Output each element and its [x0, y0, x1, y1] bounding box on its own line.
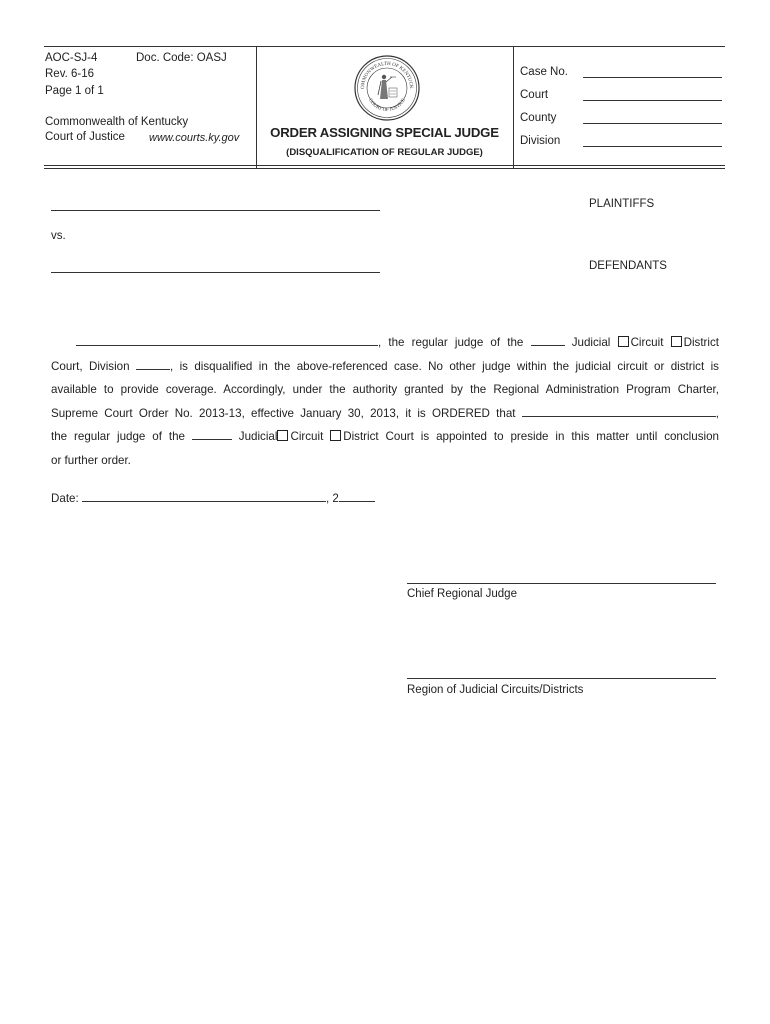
division-label: Division: [520, 135, 561, 147]
special-judge-name-field[interactable]: [522, 406, 716, 417]
website-link[interactable]: www.courts.ky.gov: [149, 132, 240, 144]
order-line-4: Supreme Court Order No. 2013-13, effective January 30, 2013, it is ORDERED that ,: [51, 406, 719, 420]
order-line-1: , the regular judge of the Judicial Circuit District: [51, 331, 719, 355]
form-title: ORDER ASSIGNING SPECIAL JUDGE: [270, 125, 499, 140]
judicial-number-field[interactable]: [531, 335, 565, 346]
regular-judge-name-field[interactable]: [76, 335, 378, 346]
doc-code: Doc. Code: OASJ: [136, 52, 227, 64]
special-district-checkbox[interactable]: [330, 430, 341, 441]
revision: Rev. 6-16: [45, 68, 95, 80]
plaintiffs-label: PLAINTIFFS: [589, 198, 655, 210]
date-field[interactable]: [82, 491, 326, 502]
special-circuit-checkbox[interactable]: [277, 430, 288, 441]
date-line: [51, 491, 375, 506]
plaintiffs-field[interactable]: [51, 198, 380, 211]
order-line-2: Court, Division , is disqualified in the above-referenced case. No other judge within the judicial circuit or district is: [51, 359, 719, 373]
case-no-field[interactable]: [583, 65, 722, 78]
date-label: Date:: [51, 492, 79, 505]
svg-text:COMMONWEALTH OF KENTUCKY: OMMONWEALTH OF KENTUCK: [360, 61, 414, 90]
court-label: Court: [520, 89, 549, 101]
order-paragraph: [51, 331, 719, 473]
special-judicial-number-field[interactable]: [192, 429, 232, 440]
district-checkbox[interactable]: [671, 336, 682, 347]
order-line-3: available to provide coverage. Accordingly, under the authority granted by the Regional Administration Program Charter,: [51, 383, 719, 397]
case-no-label: Case No.: [520, 66, 568, 78]
date-year-field[interactable]: [339, 491, 375, 502]
commonwealth-label: Commonwealth of Kentucky: [45, 116, 189, 128]
county-field[interactable]: [583, 111, 722, 124]
court-field[interactable]: [583, 88, 722, 101]
header-bottom-rule-2: [44, 168, 725, 169]
region-field[interactable]: [407, 666, 716, 679]
page-number: Page 1 of 1: [45, 85, 104, 97]
defendants-field[interactable]: [51, 260, 380, 273]
region-label: Region of Judicial Circuits/Districts: [407, 684, 584, 696]
form-subtitle: (DISQUALIFICATION OF REGULAR JUDGE): [286, 147, 483, 158]
date-year-prefix: , 2: [325, 492, 339, 505]
circuit-checkbox[interactable]: [618, 336, 629, 347]
header-bottom-rule-1: [44, 165, 725, 166]
chief-judge-label: Chief Regional Judge: [407, 588, 517, 600]
form-id: AOC-SJ-4: [45, 52, 98, 64]
county-label: County: [520, 112, 557, 124]
chief-judge-signature-field[interactable]: [407, 571, 716, 584]
defendants-label: DEFENDANTS: [589, 260, 667, 272]
header-right-divider: [513, 46, 514, 168]
court-of-justice-label: Court of Justice: [45, 131, 125, 143]
division-number-field[interactable]: [136, 359, 170, 370]
order-line-5: the regular judge of the Judicial Circuit District Court is appointed to preside in this matter until conclusion: [51, 430, 719, 444]
kentucky-seal: [354, 55, 420, 121]
header-top-rule: [44, 46, 725, 47]
seal-icon: [354, 55, 420, 121]
svg-text:COURT OF JUSTICE: COURT OF JUSTICE: [367, 97, 407, 114]
division-field[interactable]: [583, 134, 722, 147]
versus-label: vs.: [51, 230, 66, 242]
order-line-6: or further order.: [51, 453, 131, 467]
